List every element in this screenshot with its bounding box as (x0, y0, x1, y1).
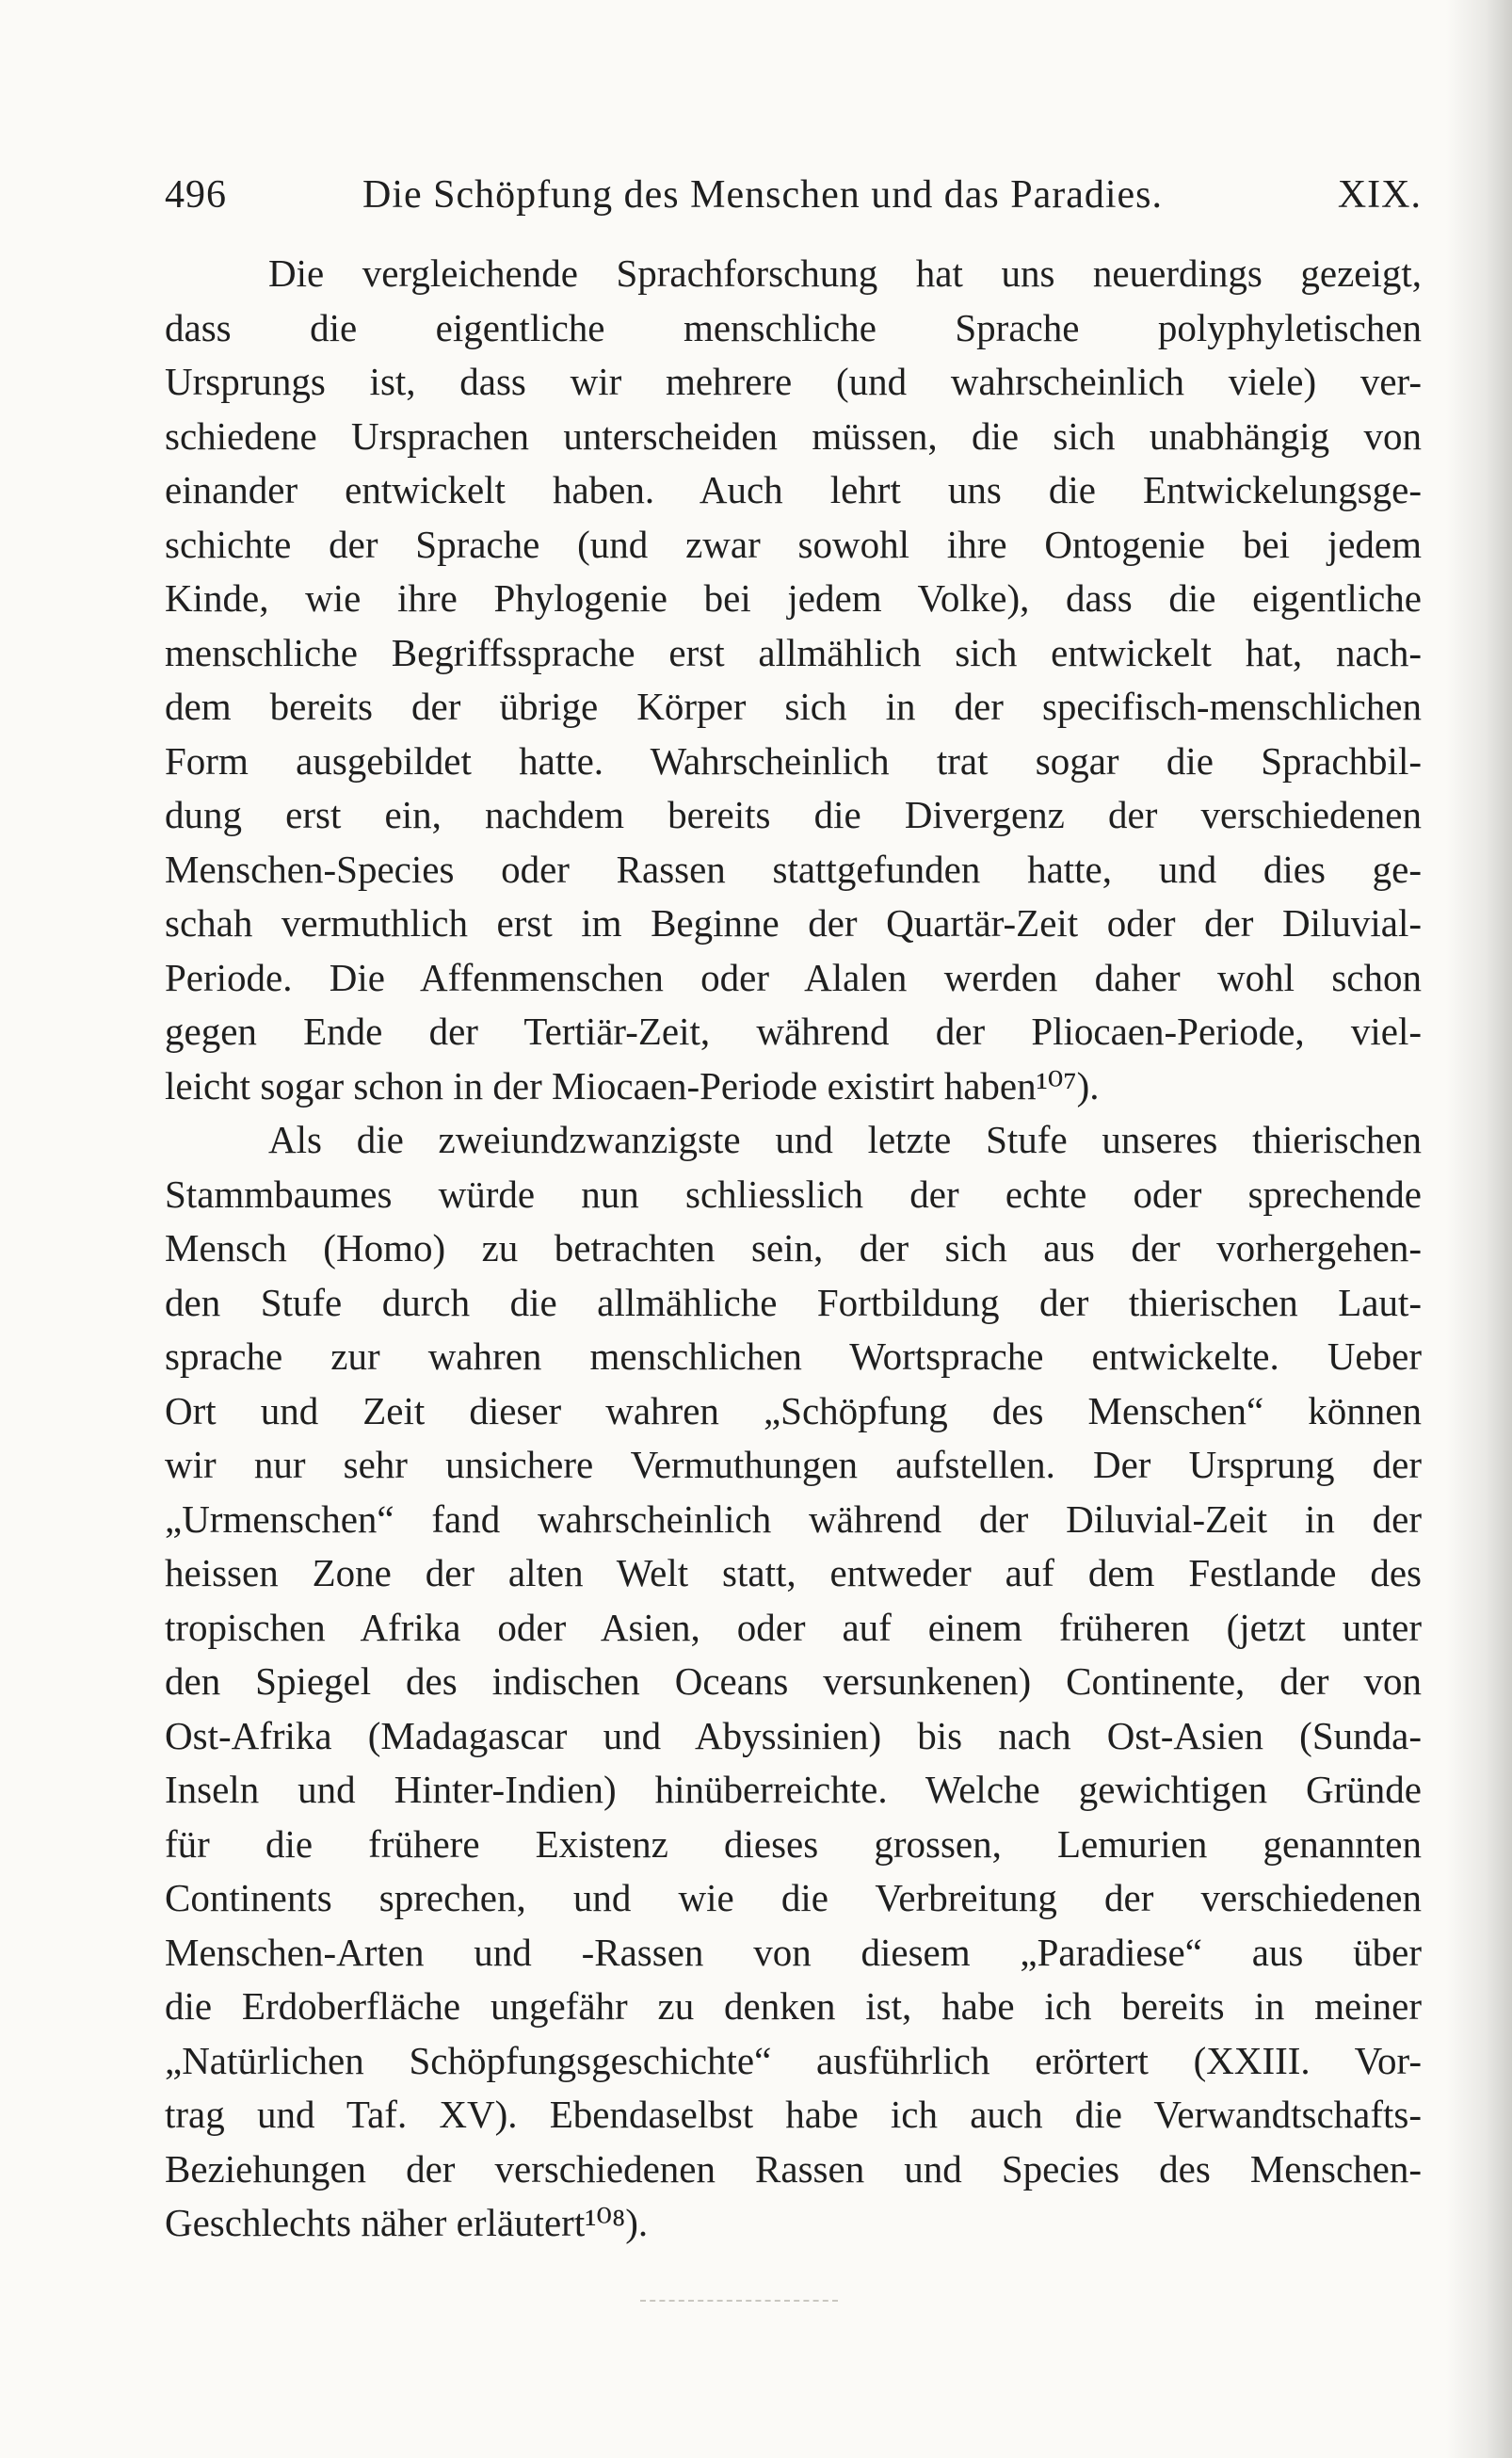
text-line: Inseln und Hinter-Indien) hinüberreichte. Welche gewichtigen Gründe (165, 1768, 1422, 1811)
text-line: Periode. Die Affenmenschen oder Alalen werden daher wohl schon (165, 955, 1422, 999)
text-line: dass die eigentliche menschliche Sprache polyphyletischen (165, 305, 1422, 349)
text-line: dem bereits der übrige Körper sich in der specifisch-menschlichen (165, 685, 1422, 728)
text-line: heissen Zone der alten Welt statt, entweder auf dem Festlande des (165, 1551, 1422, 1594)
text-line: schah vermuthlich erst im Beginne der Quartär-Zeit oder der Diluvial- (165, 901, 1422, 945)
text-line: „Natürlichen Schöpfungsgeschichte“ ausführlich erörtert (XXIII. Vor- (165, 2038, 1422, 2082)
text-line: Stammbaumes würde nun schliesslich der echte oder sprechende (165, 1172, 1422, 1216)
text-line: wir nur sehr unsichere Vermuthungen aufstellen. Der Ursprung der (165, 1443, 1422, 1486)
running-header (165, 172, 1422, 229)
text-line: Menschen-Species oder Rassen stattgefunden hatte, und dies ge- (165, 847, 1422, 891)
text-line: Ort und Zeit dieser wahren „Schöpfung des Menschen“ können (165, 1388, 1422, 1432)
text-line: für die frühere Existenz dieses grossen, Lemurien genannten (165, 1821, 1422, 1866)
text-line: „Urmenschen“ fand wahrscheinlich während der Diluvial-Zeit in der (165, 1496, 1422, 1541)
text-line: gegen Ende der Tertiär-Zeit, während der Pliocaen-Periode, viel- (165, 1010, 1422, 1053)
text-line: sprache zur wahren menschlichen Wortsprache entwickelte. Ueber (165, 1334, 1422, 1378)
text-line: schichte der Sprache (und zwar sowohl ihre Ontogenie bei jedem (165, 522, 1422, 566)
text-line: Form ausgebildet hatte. Wahrscheinlich trat sogar die Sprachbil- (165, 738, 1422, 783)
text-line: Als die zweiundzwanzigste und letzte Stufe unseres thierischen (268, 1118, 1422, 1161)
section-divider (640, 2300, 838, 2302)
text-line: einander entwickelt haben. Auch lehrt uns die Entwickelungsge- (165, 468, 1422, 511)
running-title: Die Schöpfung des Menschen und das Paradies. (362, 173, 1163, 217)
text-line: schiedene Ursprachen unterscheiden müssen, die sich unabhängig von (165, 413, 1422, 458)
text-line: Die vergleichende Sprachforschung hat uns neuerdings gezeigt, (268, 251, 1422, 295)
text-line: Ost-Afrika (Madagascar und Abyssinien) bis nach Ost-Asien (Sunda- (165, 1713, 1422, 1757)
text-line: die Erdoberfläche ungefähr zu denken ist, habe ich bereits in meiner (165, 1984, 1422, 2028)
text-line: trag und Taf. XV). Ebendaselbst habe ich auch die Verwandtschafts- (165, 2093, 1422, 2136)
text-line: tropischen Afrika oder Asien, oder auf einem früheren (jetzt unter (165, 1605, 1422, 1649)
text-line: leicht sogar schon in der Miocaen-Periode existirt haben¹⁰⁷). (165, 1063, 1100, 1108)
page-number: 496 (165, 173, 227, 217)
text-line: dung erst ein, nachdem bereits die Divergenz der verschiedenen (165, 793, 1422, 836)
text-line: Geschlechts näher erläutert¹⁰⁸). (165, 2201, 649, 2244)
text-line: Kinde, wie ihre Phylogenie bei jedem Volke), dass die eigentliche (165, 576, 1422, 620)
text-line: Mensch (Homo) zu betrachten sein, der sich aus der vorhergehen- (165, 1226, 1422, 1269)
text-line: menschliche Begriffssprache erst allmählich sich entwickelt hat, nach- (165, 630, 1422, 674)
text-line: Beziehungen der verschiedenen Rassen und Species des Menschen- (165, 2146, 1422, 2191)
text-line: Continents sprechen, und wie die Verbreitung der verschiedenen (165, 1876, 1422, 1919)
text-line: Ursprungs ist, dass wir mehrere (und wahrscheinlich viele) ver- (165, 360, 1422, 403)
text-line: den Spiegel des indischen Oceans versunkenen) Continente, der von (165, 1659, 1422, 1703)
page-edge-shadow (1446, 0, 1512, 2458)
text-line: Menschen-Arten und -Rassen von diesem „Paradiese“ aus über (165, 1930, 1422, 1974)
text-line: den Stufe durch die allmähliche Fortbildung der thierischen Laut- (165, 1280, 1422, 1324)
chapter-number: XIX. (1337, 173, 1422, 217)
body-text (165, 247, 1422, 2251)
